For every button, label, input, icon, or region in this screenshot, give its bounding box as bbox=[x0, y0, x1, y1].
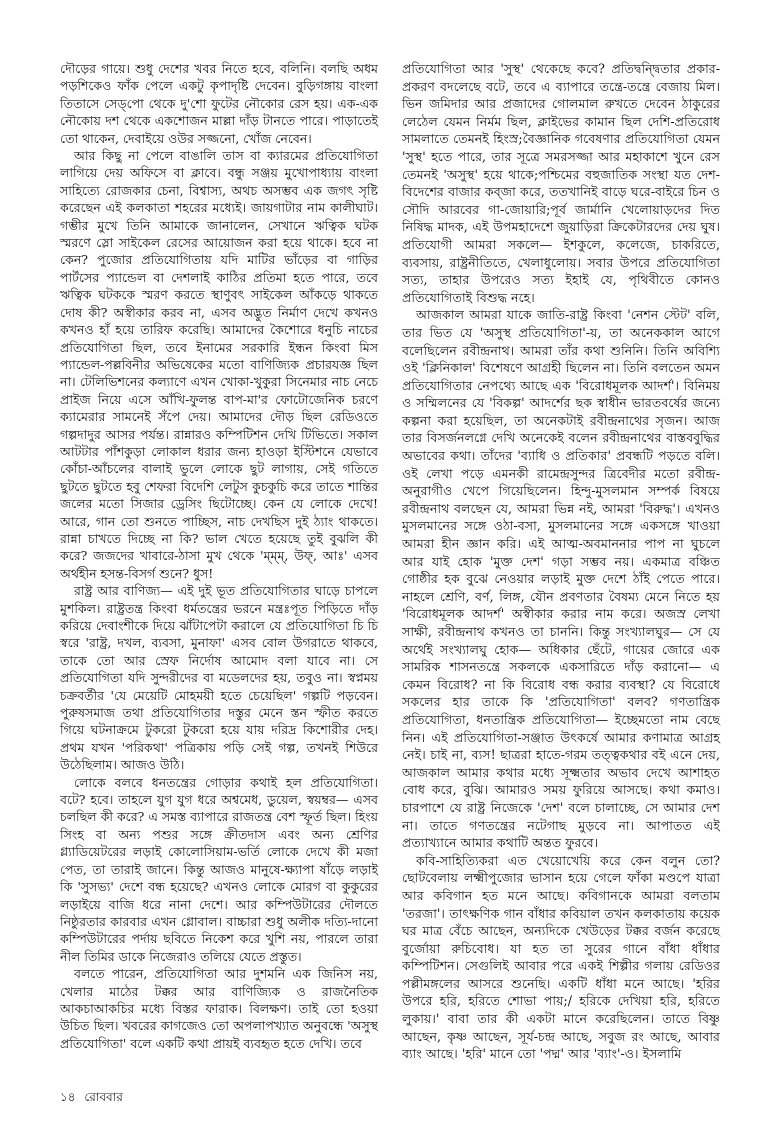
right-column bbox=[402, 60, 720, 1063]
paragraph: লোকে বলবে ধনতন্ত্রের গোড়ার কথাই হল প্রতিযোগিতা। বটে? হবে। তাহলে যুগ যুগ ধরে অশ্বমেধ, ডুয়েল, স্বয়ম্বর— এসব চলছিল কী করে? এ সমস্ত ব্যাপারে রাজতন্ত্র বেশ স্ফূর্ত ছিল। হিংয় সিংহ বা অন্য পশুর সঙ্গে ক্রীতদাস এবং অন্য শ্রেণির গ্ল্যাডিয়েটরের লড়াই কোলোসিয়াম-ভর্তি লোকে দেখে কী মজা পেত, তা তারাই জানে। কিন্তু আজও মানুষে-ক্ষ্যাপা ষাঁড়ে লড়াই কি 'সুসভ্য' দেশে বন্ধ হয়েছে? এখনও লোকে মোরগ বা কুকুরের লড়াইয়ে বাজি ধরে নানা দেশে। আর কম্পিউটারের দৌলতে নিষ্ঠুরতার কারবার এখন গ্লোবাল। বাচ্চারা শুধু অলীক দত্যি-দানো কম্পিউটারের পর্দায় ছবিতে নিকেশ করে খুশি নয়, পারলে তারা নীল তিমির ডাকে নিজেরাও তলিয়ে যেতে প্রস্তুত। bbox=[60, 774, 378, 964]
paragraph: আজকাল আমরা যাকে জাতি-রাষ্ট্র কিংবা 'নেশন স্টেট' বলি, তার ভিত যে 'অসুস্থ প্রতিযোগিতা'-য়, তা অনেককাল আগে বলেছিলেন রবীন্দ্রনাথ। আমরা তাঁর কথা শুনিনি। তিনি অবিশ্যি ওই 'ক্লিনিকাল' বিশেষণে আগ্রহী ছিলেন না। তিনি বলতেন অমন প্রতিযোগিতার নেপথ্যে আছে এক 'বিরোধমূলক আদর্শ'। বিনিময় ও সম্মিলনের যে 'বিকল্প' আদর্শের ছক স্বাধীন ভারতবর্ষের জন্যে কল্পনা করা হয়েছিল, তা অনেকটাই রবীন্দ্রনাথের সৃজন। আজ তার বিসর্জনলগ্নে দেখি অনেকেই বলেন রবীন্দ্রনাথের বাস্তববুদ্ধির অভাবের কথা। তাঁদের 'ব্যাধি ও প্রতিকার' প্রবন্ধটি পড়তে বলি। ওই লেখা পড়ে এমনকী রামেন্দ্রসুন্দর ত্রিবেদীর মতো রবীন্দ্র-অনুরাগীও খেপে গিয়েছিলেন। হিন্দু-মুসলমান সম্পর্ক বিষয়ে রবীন্দ্রনাথ বলছেন যে, আমরা ভিন্ন নই, আমরা 'বিরুদ্ধ'। এখনও মুসলমানের সঙ্গে ওঠা-বসা, মুসলমানের সঙ্গে একসঙ্গে খাওয়া আমরা হীন জ্ঞান করি। এই আত্ম-অবমাননার পাপ না ঘুচলে আর যাই হোক 'মুক্ত দেশ' গড়া সম্ভব নয়। একমাত্র বঞ্চিত গোষ্ঠীর হক বুঝে নেওয়ার লড়াই মুক্ত দেশে ঠাঁই পেতে পারে। নাহলে শ্রেণি, বর্ণ, লিঙ্গ, যৌন প্রবণতার বৈষম্য মেনে নিতে হয় 'বিরোধমূলক আদর্শ' অস্বীকার করার নাম করে। অজস্র লেখা সাক্ষী, রবীন্দ্রনাথ কখনও তা চাননি। কিন্তু সংখ্যালঘুর— সে যে অর্থেই সংখ্যালঘু হোক— অধিকার ছেঁটে, গায়ের জোরে এক সামরিক শাসনতন্ত্রে সকলকে একসারিতে দাঁড় করানো— এ কেমন বিরোধ? না কি বিরোধ বন্ধ করার ব্যবস্থা? যে বিরোধে সকলের হার তাকে কি 'প্রতিযোগিতা' বলব? গণতান্ত্রিক প্রতিযোগিতা, ধনতান্ত্রিক প্রতিযোগিতা— ইচ্ছেমতো নাম বেছে নিন। এই প্রতিযোগিতা-সঞ্জাত উৎকর্ষে আমার কণামাত্র আগ্রহ নেই। চাই না, ব্যস! ছাত্ররা হাতে-গরম তত্ত্বকথার বই এনে দেয়, আজকাল আমার কথার মধ্যে সূক্ষ্মতার অভাব দেখে আশাহত বোধ করে, বুঝি। আমারও সময় ফুরিয়ে আসছে। কথা কমাও। চারপাশে যে রাষ্ট্র নিজেকে 'দেশ' বলে চালাচ্ছে, সে আমার দেশ না। তাতে গণতন্ত্রের নটেগাছ মুড়বে না। আপাতত এই প্রত্যাখ্যানে আমার কথাটি অন্তত ফুরবে। bbox=[402, 307, 720, 851]
paragraph: রাষ্ট্র আর বাণিজ্য— এই দুই ভূত প্রতিযোগিতার ঘাড়ে চাপলে মুশকিল। রাষ্ট্রতন্ত্র কিংবা ধর্মতন্ত্রের ভরনে মন্ত্রঃপূত পিড়িতে দাঁড় করিয়ে দেবাংশীকে দিয়ে ঝাঁটাপেটা করালে যে প্রতিযোগিতা চি চি স্বরে 'রাষ্ট্র, দখল, ব্যবসা, মুনাফা' এসব বোল উগরাতে থাকবে, তাকে তো আর স্রেফ নির্দোষ আমোদ বলা যাবে না। সে প্রতিযোগিতা যদি সুন্দরীদের বা মডেলদের হয়, তবুও না। স্বপ্নময় চক্রবর্তীর 'যে মেয়েটি মোহময়ী হতে চেয়েছিল' গল্পটি পড়বেন। পুরুষসমাজ তথা প্রতিযোগিতার দস্তুর মেনে স্তন স্ফীত করতে গিয়ে ঘটনাক্রমে টুকরো টুকরো হয়ে যায় দরিদ্র কিশোরীর দেহ। প্রথম যখন 'পরিকথা' পত্রিকায় পড়ি সেই গল্প, তখনই শিউরে উঠেছিলাম। আজও উঠি। bbox=[60, 583, 378, 773]
paragraph: কবি-সাহিত্যিকরা এত খেয়োখেয়ি করে কেন বলুন তো? ছোটবেলায় লক্ষ্মীপুজোর ভাসান হয়ে গেলে ফাঁকা মণ্ডপে যাত্রা আর কবিগান হত মনে আছে। কবিগানকে আমরা বলতাম 'তরজা'। তাৎক্ষণিক গান বাঁধার কবিয়াল তখন কলকাতায় কয়েক ঘর মাত্র বেঁচে আছেন, অন্যদিকে খেউড়ের টক্কর বর্জন করেছে বুর্জোয়া রুচিবোধ। যা হত তা সুরের গানে বাঁধা ধাঁধার কম্পিটিশন। সেগুলিই আবার পরে একই শিল্পীর গলায় রেডিওর পল্লীমঙ্গলের আসরে শুনেছি। একটি ধাঁধা মনে আছে। 'হরির উপরে হরি, হরিতে শোভা পায়;/ হরিকে দেখিয়া হরি, হরিতে লুকায়।' বাবা তার কী একটা মানে করেছিলেন। তাতে বিষ্ণু আছেন, কৃষ্ণ আছেন, সূর্য-চন্দ্র আছে, সবুজ রং আছে, আবার ব্যাং আছে। 'হরি' মানে তো 'পদ্ম' আর 'ব্যাং'-ও। ইসলামি bbox=[402, 852, 720, 1062]
paragraph: বলতে পারেন, প্রতিযোগিতা আর দুশমনি এক জিনিস নয়, খেলার মাঠের টক্কর আর বাণিজ্যিক ও রাজনৈতিক আকচাআকচির মধ্যে বিস্তর ফারাক। বিলক্ষণ। তাই তো হওয়া উচিত ছিল। খবরের কাগজেও তো অপলাপখ্যাত অনুবন্ধে 'অসুস্থ প্রতিযোগিতা' বলে একটি কথা প্রায়ই ব্যবহৃত হতে দেখি। তবে bbox=[60, 966, 378, 1051]
paragraph: আর কিছু না পেলে বাঙালি তাস বা ক্যারমের প্রতিযোগিতা লাগিয়ে দেয় অফিসে বা ক্লাবে। বন্ধু সঞ্জয় মুখোপাধ্যায় বাংলা সাহিত্যে রোজকার চেনা, বিশ্বাস্য, অথচ অসম্ভব এক জগৎ সৃষ্টি করেছেন এই কলকাতা শহরের মধ্যেই। জায়গাটার নাম কালীঘাট। গম্ভীর মুখে তিনি আমাকে জানালেন, সেখানে ঋত্বিক ঘটক স্মরণে স্লো সাইকেল রেসের আয়োজন করা হয়ে থাকে। হবে না কেন? পুজোর প্রতিযোগিতায় যদি মাটির ভাঁড়ের বা গাড়ির পার্টসের প্যান্ডেল বা দেশলাই কাঠির প্রতিমা হতে পারে, তবে ঋত্বিক ঘটককে স্মরণ করতে স্থাণুবৎ সাইকেল আঁকড়ে থাকতে দোষ কী? অস্বীকার করব না, এসব অদ্ভুত নির্মাণ দেখে কখনও কখনও হাঁ হয়ে তারিফ করেছি। আমাদের কৈশোরে ধনুচি নাচের প্রতিযোগিতা ছিল, তবে ইনামের সরকারি ইন্ধন কিংবা মিস প্যান্ডেল-পল্লবিনীর অভিষেকের মতো বাণিজ্যিক প্রচারযজ্ঞ ছিল না। টেলিভিশনের কল্যাণে এখন খোকা-খুকুরা সিনেমার নাচ নেচে প্রাইজ নিয়ে এসে আঁখি-ফুলন্ত বাপ-মা'র ফোটোজেনিক চরণে ক্যামেরার সামনেই সঁপে দেয়। আমাদের দৌড় ছিল রেডিওতে গল্পদাদুর আসর পর্যন্ত। রান্নারও কম্পিটিশন দেখি টিভিতে। সকাল আটটার পাঁশকুড়া লোকাল ধরার জন্য হাওড়া ইস্টিশনে যেভাবে কোঁচা-আঁচলের বালাই ভুলে লোকে ছুট লাগায়, সেই গতিতে ছুটতে ছুটতে হবু শেফরা বিদেশি লেটুস কুচকুচি করে তাতে শান্তির জলের মতো সিজার ড্রেসিং ছিটোচ্ছে। কেন যে লোকে দেখে! আরে, গান তো শুনতে পাচ্ছিস, নাচ দেখছিস দুই ঠ্যাং থাকতে। রান্না চাখতে দিচ্ছে না কি? ভাল খেতে হয়েছে তুই বুঝলি কী করে? জজদের খাবারে-ঠাসা মুখ থেকে 'ম্‌ম্‌ম্‌, উফ্, আঃ' এসব অর্থহীন হসন্ত-বিসর্গ শুনে? ধুস! bbox=[60, 148, 378, 581]
paragraph: প্রতিযোগিতা আর 'সুস্থ' থেকেছে কবে? প্রতিদ্বন্দ্বিতার প্রকার-প্রকরণ বদলেছে বটে, তবে এ ব্যাপারে তন্ত্রে-তন্ত্রে বেজায় মিল। ভিন জমিদার আর প্রজাদের গোলমাল রুখতে দেবেন ঠাকুরের লেঠেল যেমন নির্মম ছিল, ক্লাইভের কামান ছিল দেশি-প্রতিরোধ সামলাতে তেমনই হিংস্র;বৈজ্ঞানিক গবেষণার প্রতিযোগিতা যেমন 'সুস্থ' হতে পারে, তার সূত্রে সমরসজ্জা আর মহাকাশে খুনে রেস তেমনই 'অসুস্থ' হয়ে থাকে;পশ্চিমের বহুজাতিক সংস্থা যত দেশ-বিদেশের বাজার কব্‌জা করে, ততখানিই বাড়ে ঘরে-বাইরে চিন ও সৌদি আরবের গা-জোয়ারি;পূর্ব জার্মানি খেলোয়াড়দের দিত নিষিদ্ধ মাদক, এই উপমহাদেশে জুয়াড়িরা ক্রিকেটারদের দেয় ঘুষ। প্রতিযোগী আমরা সকলে— ইশকুলে, কলেজে, চাকরিতে, ব্যবসায়, রাষ্ট্রনীতিতে, খেলাধুলোয়। সবার উপরে প্রতিযোগিতা সত্য, তাহার উপরেও সত্য ইহাই যে, পৃথিবীতে কোনও প্রতিযোগিতাই বিশুদ্ধ নহে। bbox=[402, 61, 720, 305]
left-column bbox=[60, 60, 378, 1052]
page-footer bbox=[60, 1089, 128, 1109]
paragraph: দৌড়ের গায়ে। শুধু দেশের খবর নিতে হবে, বলিনি। বলছি অধম পড়শিকেও ফাঁক পেলে একটু কৃপাদৃষ্টি দেবেন। বুড়িগঙ্গায় বাংলা তিতাসে সেড্‌পো থেকে দু'শো ফুটের নৌকোর রেস হয়। এক-এক নৌকোয় দশ থেকে একশোজন মাল্লা দাঁড় টানতে পারে। পাড়াতেই তো থাকেন, দেবাইয়ে ওউর সজ্জনো, খোঁজ নেবেন। bbox=[60, 61, 378, 146]
section-name: রোববার bbox=[84, 1090, 123, 1104]
page-number: ১৪ bbox=[60, 1090, 76, 1104]
